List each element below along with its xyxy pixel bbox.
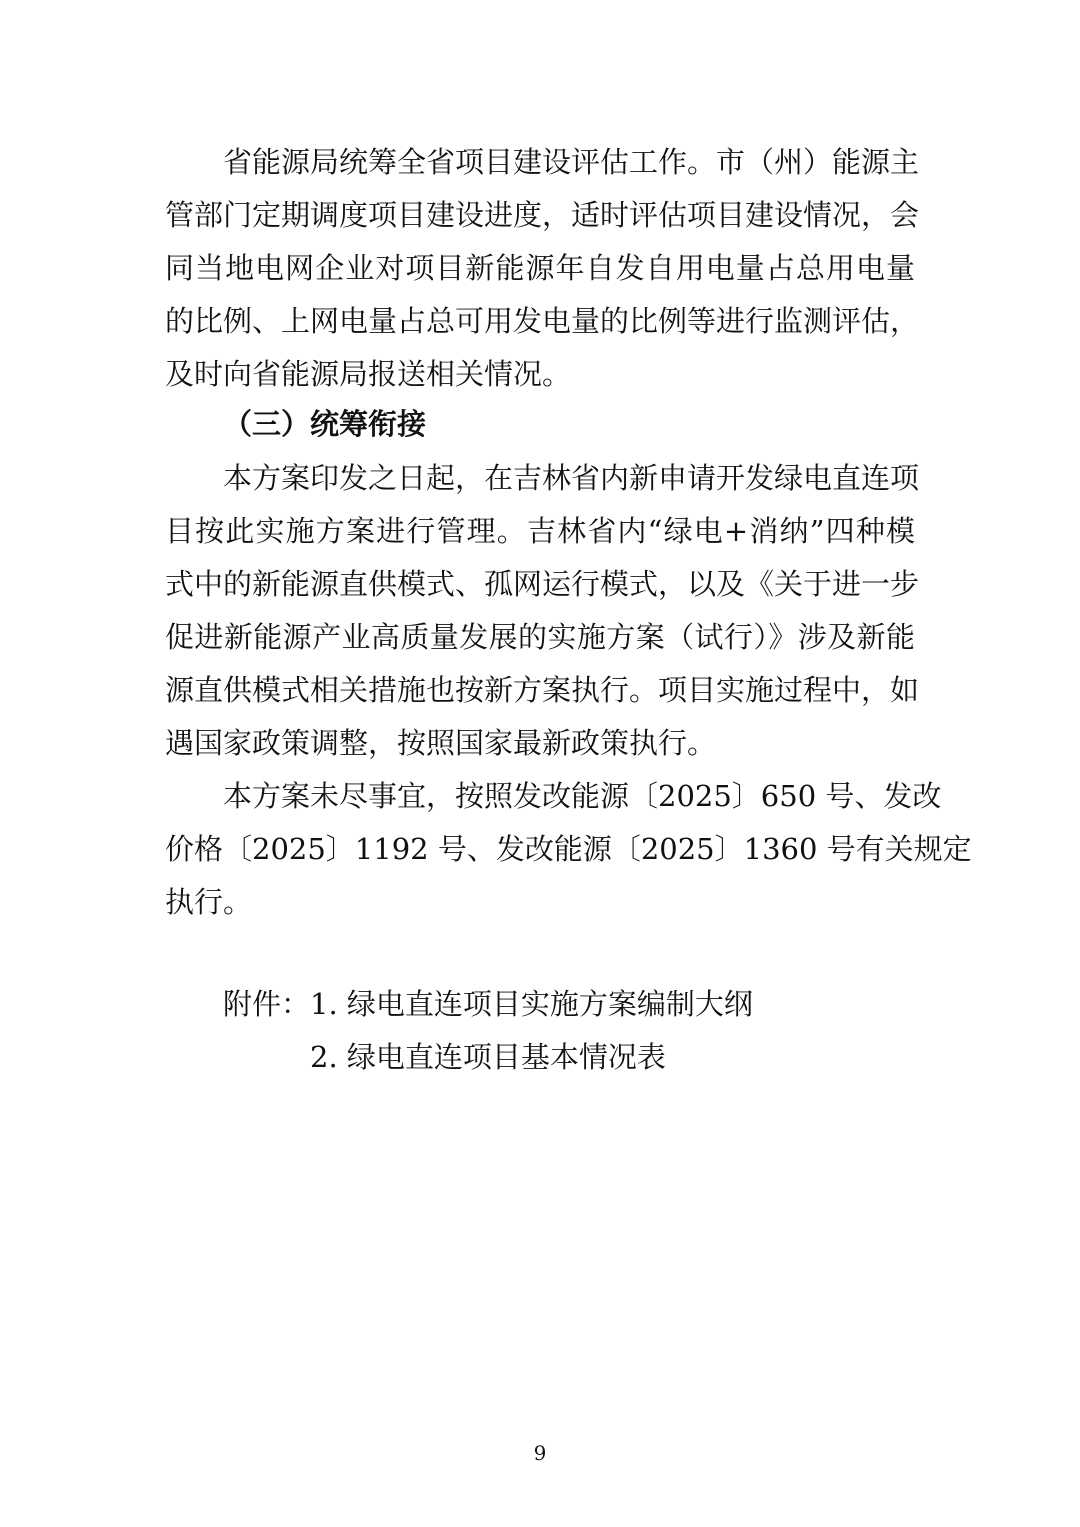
attachment-item-1: 1. 绿电直连项目实施方案编制大纲 bbox=[310, 987, 753, 1021]
attachment-item-2: 2. 绿电直连项目基本情况表 bbox=[310, 1040, 666, 1074]
attachments-label: 附件： bbox=[223, 987, 311, 1021]
paragraph-2-line-3: 式中的新能源直供模式、孤网运行模式，以及《关于进一步 bbox=[165, 567, 920, 601]
paragraph-2-line-6: 遇国家政策调整，按照国家最新政策执行。 bbox=[165, 726, 717, 760]
page-number: 9 bbox=[533, 1441, 547, 1465]
paragraph-1-line-5: 及时向省能源局报送相关情况。 bbox=[165, 357, 572, 391]
paragraph-1-line-3: 同当地电网企业对项目新能源年自发自用电量占总用电量 bbox=[165, 251, 915, 285]
paragraph-3-line-1: 本方案未尽事宜，按照发改能源〔2025〕650 号、发改 bbox=[223, 779, 942, 813]
paragraph-2-line-1: 本方案印发之日起，在吉林省内新申请开发绿电直连项 bbox=[223, 461, 920, 495]
paragraph-1-line-4: 的比例、上网电量占总可用发电量的比例等进行监测评估， bbox=[165, 304, 920, 338]
paragraph-1-line-1: 省能源局统筹全省项目建设评估工作。市（州）能源主 bbox=[223, 145, 920, 179]
paragraph-1-line-2: 管部门定期调度项目建设进度，适时评估项目建设情况，会 bbox=[165, 198, 920, 232]
paragraph-2-line-2: 目按此实施方案进行管理。吉林省内“绿电+消纳”四种模 bbox=[165, 514, 915, 548]
paragraph-3-line-2: 价格〔2025〕1192 号、发改能源〔2025〕1360 号有关规定 bbox=[165, 832, 972, 866]
paragraph-3-line-3: 执行。 bbox=[165, 885, 253, 919]
section-heading: （三）统筹衔接 bbox=[223, 407, 427, 441]
paragraph-2-line-5: 源直供模式相关措施也按新方案执行。项目实施过程中，如 bbox=[165, 673, 920, 707]
paragraph-2-line-4: 促进新能源产业高质量发展的实施方案（试行）》涉及新能 bbox=[165, 620, 915, 654]
